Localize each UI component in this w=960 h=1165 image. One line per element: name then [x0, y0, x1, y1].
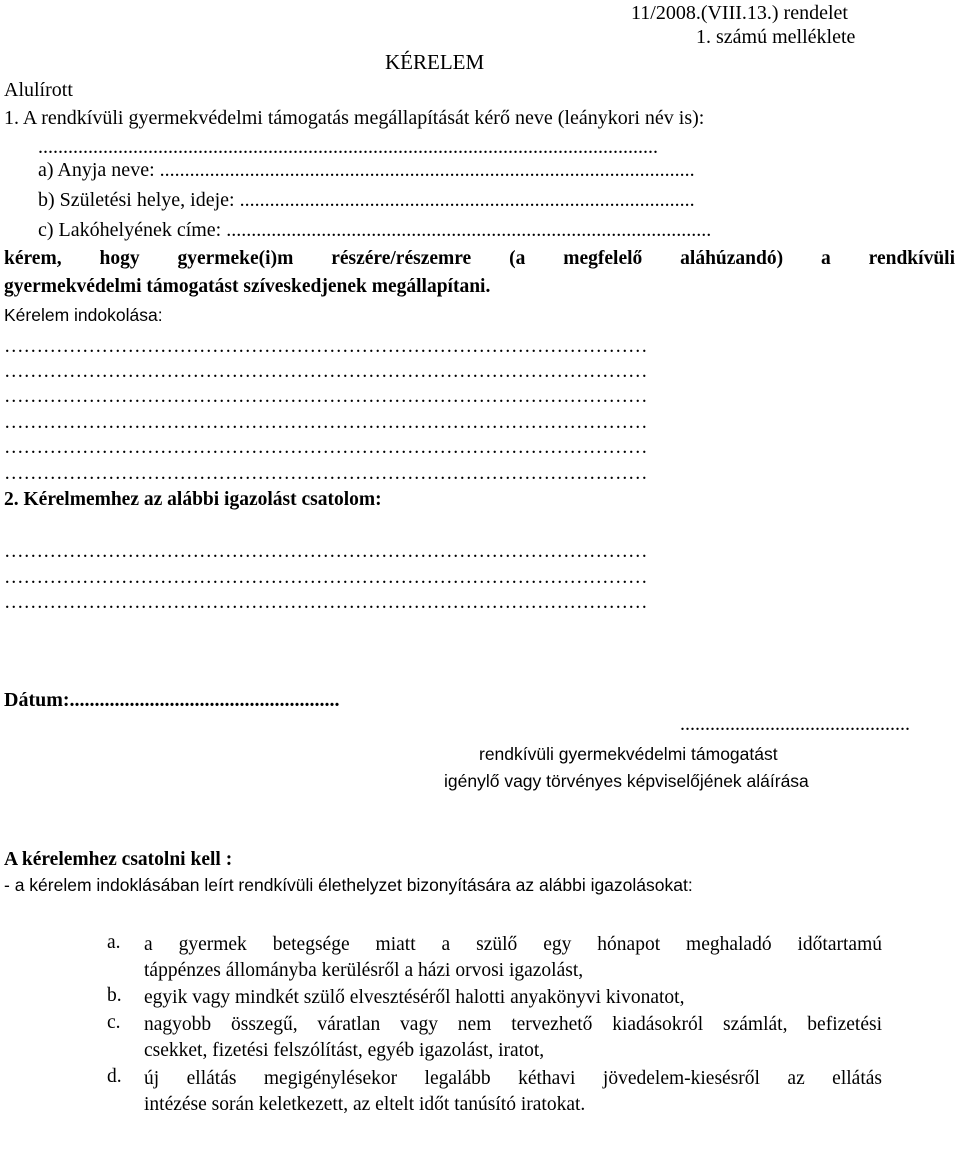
signature-caption-2: igénylő vagy törvényes képviselőjének aláírása: [444, 771, 809, 791]
signature-line[interactable]: ..............................................: [680, 713, 910, 735]
page-title: KÉRELEM: [385, 50, 485, 74]
reason-label: Kérelem indokolása:: [4, 305, 163, 325]
list-line: a gyermek betegsége miatt a szülő egy hónapot meghaladó időtartamú: [144, 934, 882, 955]
date-field[interactable]: ......................................................: [69, 689, 340, 711]
list-text: [144, 985, 882, 1011]
list-marker: b.: [107, 985, 122, 1006]
name-field[interactable]: ............................................................................................................................: [38, 136, 658, 158]
reason-line[interactable]: ………………………………………………………………………………………: [4, 412, 648, 433]
list-line: intézése során keletkezett, az eltelt időt tanúsító iratokat.: [144, 1094, 586, 1115]
birth-field[interactable]: ...........................................................................................: [239, 189, 695, 211]
list-item: [107, 932, 882, 986]
list-line: új ellátás megigénylésekor legalább kéthavi jövedelem-kiesésről az ellátás: [144, 1068, 882, 1089]
date-label: Dátum:: [4, 689, 70, 711]
list-line: csekket, fizetési felszólítást, egyéb igazolást, iratot,: [144, 1040, 545, 1061]
date-row: [4, 689, 340, 712]
list-text: [144, 932, 882, 984]
attachment-line[interactable]: ………………………………………………………………………………………: [4, 541, 648, 562]
address-label: c) Lakóhelyének címe:: [38, 219, 227, 241]
birth-label: b) Születési helye, ideje:: [38, 189, 240, 211]
reason-line[interactable]: ………………………………………………………………………………………: [4, 463, 648, 484]
annex-reference: 1. számú melléklete: [696, 26, 856, 48]
attachments-heading: A kérelemhez csatolni kell :: [4, 849, 233, 870]
address-row: [38, 219, 960, 242]
attachments-intro: - a kérelem indoklásában leírt rendkívüli élethelyzet bizonyítására az alábbi igazolásokat:: [4, 875, 693, 895]
list-item: [107, 985, 882, 1012]
list-marker: c.: [107, 1012, 121, 1033]
mother-name-field[interactable]: ...........................................................................................................: [159, 159, 695, 181]
list-item: [107, 1012, 882, 1066]
reason-line[interactable]: ………………………………………………………………………………………: [4, 336, 648, 357]
intro-text: Alulírott: [4, 79, 73, 101]
attachment-line[interactable]: ………………………………………………………………………………………: [4, 567, 648, 588]
reason-line[interactable]: ………………………………………………………………………………………: [4, 361, 648, 382]
request-line-2: gyermekvédelmi támogatást szíveskedjenek megállapítani.: [4, 276, 491, 297]
list-line: táppénzes állományba kerülésről a házi orvosi igazolást,: [144, 960, 584, 981]
list-marker: d.: [107, 1066, 122, 1087]
birth-row: [38, 189, 960, 212]
section2-label: 2. Kérelmemhez az alábbi igazolást csatolom:: [4, 489, 382, 510]
mother-name-label: a) Anyja neve:: [38, 159, 160, 181]
reason-line[interactable]: ………………………………………………………………………………………: [4, 437, 648, 458]
address-field[interactable]: .................................................................................................: [226, 219, 712, 241]
mother-name-row: [38, 159, 960, 182]
signature-caption-1: rendkívüli gyermekvédelmi támogatást: [479, 744, 778, 764]
list-line: egyik vagy mindkét szülő elvesztéséről halotti anyakönyvi kivonatot,: [144, 987, 685, 1008]
reason-line[interactable]: ………………………………………………………………………………………: [4, 386, 648, 407]
list-text: [144, 1012, 882, 1064]
list-marker: a.: [107, 932, 121, 953]
decree-reference: 11/2008.(VIII.13.) rendelet: [631, 2, 848, 24]
request-line-1: kérem, hogy gyermeke(i)m részére/részemre (a megfelelő aláhúzandó) a rendkívüli: [4, 248, 955, 269]
section1-label: 1. A rendkívüli gyermekvédelmi támogatás megállapítását kérő neve (leánykori név is):: [4, 107, 705, 129]
attachment-line[interactable]: ………………………………………………………………………………………: [4, 592, 648, 613]
list-line: nagyobb összegű, váratlan vagy nem tervezhető kiadásokról számlát, befizetési: [144, 1014, 882, 1035]
list-item: [107, 1066, 882, 1120]
list-text: [144, 1066, 882, 1118]
